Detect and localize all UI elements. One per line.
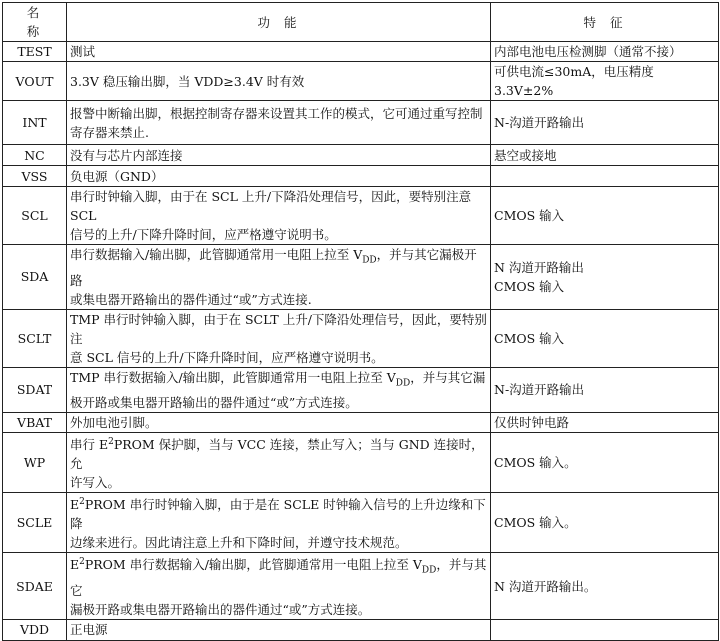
feature-text-line: N-沟道开路输出 bbox=[494, 382, 585, 398]
pin-feature bbox=[491, 619, 719, 640]
header-name: 名称 bbox=[3, 3, 67, 42]
function-text-line: 意 SCL 信号的上升/下降升降时间，应严格遵守说明书。 bbox=[70, 349, 384, 365]
pin-name: SCLE bbox=[3, 493, 67, 553]
pin-feature bbox=[491, 433, 719, 493]
pin-name: INT bbox=[3, 101, 67, 145]
feature-text-line: 内部电池电压检测脚（通常不接） bbox=[494, 44, 682, 59]
pin-name: VBAT bbox=[3, 413, 67, 433]
function-text-line: 负电源（GND） bbox=[70, 168, 164, 184]
pin-function-table bbox=[2, 2, 719, 641]
function-text-line: 串行 $E^2PROM$ 保护脚，当与 VCC 连接，禁止写入；当与 GND 连接时，允 bbox=[70, 437, 484, 472]
feature-text-line: N-沟道开路输出 bbox=[494, 115, 585, 130]
pin-function bbox=[67, 166, 491, 187]
table-row bbox=[3, 42, 719, 62]
feature-text-line: CMOS 输入 bbox=[494, 208, 565, 223]
pin-function bbox=[67, 309, 491, 367]
pin-feature bbox=[491, 493, 719, 553]
pin-feature bbox=[491, 553, 719, 620]
table-row bbox=[3, 101, 719, 145]
function-text-line: $E^2PROM$ 串行数据输入/输出脚，此管脚通常用一电阻上拉至 $V_{DD}$，并与其它 bbox=[70, 557, 487, 598]
table-body bbox=[3, 42, 719, 641]
table-row bbox=[3, 166, 719, 187]
pin-function bbox=[67, 493, 491, 553]
feature-text-line: CMOS 输入 bbox=[494, 278, 565, 294]
function-text-line: 漏极开路或集电器开路输出的器件通过“或”方式连接。 bbox=[70, 601, 371, 617]
function-text-line: 3.3V 稳压输出脚，当 VDD≥3.4V 时有效 bbox=[70, 73, 305, 89]
pin-feature bbox=[491, 62, 719, 101]
pin-function bbox=[67, 101, 491, 145]
table-row bbox=[3, 309, 719, 367]
pin-feature bbox=[491, 101, 719, 145]
pin-name: WP bbox=[3, 433, 67, 493]
function-text-line: 正电源 bbox=[70, 622, 108, 638]
pin-feature bbox=[491, 42, 719, 62]
pin-function bbox=[67, 367, 491, 413]
function-text-line: 没有与芯片内部连接 bbox=[70, 147, 183, 163]
table-row bbox=[3, 145, 719, 166]
pin-feature bbox=[491, 413, 719, 433]
pin-function bbox=[67, 245, 491, 310]
feature-text-line: N 沟道开路输出。 bbox=[494, 578, 597, 594]
table-row bbox=[3, 413, 719, 433]
function-text-line: 极开路或集电器开路输出的器件通过“或”方式连接。 bbox=[70, 395, 358, 410]
function-text-line: 串行数据输入/输出脚，此管脚通常用一电阻上拉至 $V_{DD}$，并与其它漏极开路 bbox=[70, 247, 477, 288]
table-row bbox=[3, 619, 719, 640]
function-text-line: 边缘来进行。因此请注意上升和下降时间，并遵守技术规范。 bbox=[70, 535, 408, 551]
pin-feature bbox=[491, 187, 719, 245]
pin-function bbox=[67, 553, 491, 620]
pin-feature bbox=[491, 367, 719, 413]
header-row bbox=[3, 3, 719, 42]
pin-name: NC bbox=[3, 145, 67, 166]
pin-function bbox=[67, 62, 491, 101]
function-text-line: $E^2PROM$ 串行时钟输入脚，由于是在 SCLE 时钟输入信号的上升边缘和下降 bbox=[70, 497, 486, 532]
feature-text-line: CMOS 输入。 bbox=[494, 515, 577, 531]
table-row bbox=[3, 493, 719, 553]
pin-function bbox=[67, 413, 491, 433]
pin-name: SDA bbox=[3, 245, 67, 310]
header-feature: 特征 bbox=[491, 3, 719, 42]
pin-name: SDAT bbox=[3, 367, 67, 413]
function-text-line: 寄存器来禁止. bbox=[70, 124, 149, 140]
feature-text-line: 悬空或接地 bbox=[494, 147, 557, 163]
table-row bbox=[3, 245, 719, 310]
table-row bbox=[3, 187, 719, 245]
pin-feature bbox=[491, 145, 719, 166]
pin-function bbox=[67, 619, 491, 640]
feature-text-line: 仅供时钟电路 bbox=[494, 415, 570, 430]
function-text-line: TMP 串行时钟输入脚，由于在 SCLT 上升/下降沿处理信号，因此，要特别注 bbox=[70, 311, 487, 346]
function-text-line: 测试 bbox=[70, 44, 96, 59]
pin-name: SCLT bbox=[3, 309, 67, 367]
table-row bbox=[3, 367, 719, 413]
pin-name: SCL bbox=[3, 187, 67, 245]
pin-name: VSS bbox=[3, 166, 67, 187]
pin-function bbox=[67, 42, 491, 62]
pin-feature bbox=[491, 309, 719, 367]
pin-name: VDD bbox=[3, 619, 67, 640]
table-row bbox=[3, 553, 719, 620]
function-text-line: 许写入。 bbox=[70, 475, 121, 491]
pin-name: SDAE bbox=[3, 553, 67, 620]
pin-function bbox=[67, 433, 491, 493]
function-text-line: 或集电器开路输出的器件通过“或”方式连接. bbox=[70, 291, 312, 307]
pin-function bbox=[67, 145, 491, 166]
pin-name: VOUT bbox=[3, 62, 67, 101]
feature-text-line: N 沟道开路输出 bbox=[494, 259, 584, 275]
pin-feature bbox=[491, 166, 719, 187]
pin-function bbox=[67, 187, 491, 245]
feature-text-line: 可供电流≤30mA，电压精度 3.3V±2% bbox=[494, 64, 654, 98]
pin-feature bbox=[491, 245, 719, 310]
feature-text-line: CMOS 输入 bbox=[494, 330, 565, 346]
function-text-line: TMP 串行数据输入/输出脚，此管脚通常用一电阻上拉至 $V_{DD}$，并与其它漏 bbox=[70, 369, 486, 388]
function-text-line: 报警中断输出脚，根据控制寄存器来设置其工作的模式，它可通过重写控制 bbox=[70, 105, 483, 121]
function-text-line: 外加电池引脚。 bbox=[70, 415, 158, 430]
table-row bbox=[3, 433, 719, 493]
feature-text-line: CMOS 输入。 bbox=[494, 455, 577, 471]
pin-name: TEST bbox=[3, 42, 67, 62]
header-function: 功能 bbox=[67, 3, 491, 42]
function-text-line: 信号的上升/下降升降时间，应严格遵守说明书。 bbox=[70, 227, 337, 242]
function-text-line: 串行时钟输入脚，由于在 SCL 上升/下降沿处理信号，因此，要特别注意 SCL bbox=[70, 189, 472, 223]
table-row bbox=[3, 62, 719, 101]
